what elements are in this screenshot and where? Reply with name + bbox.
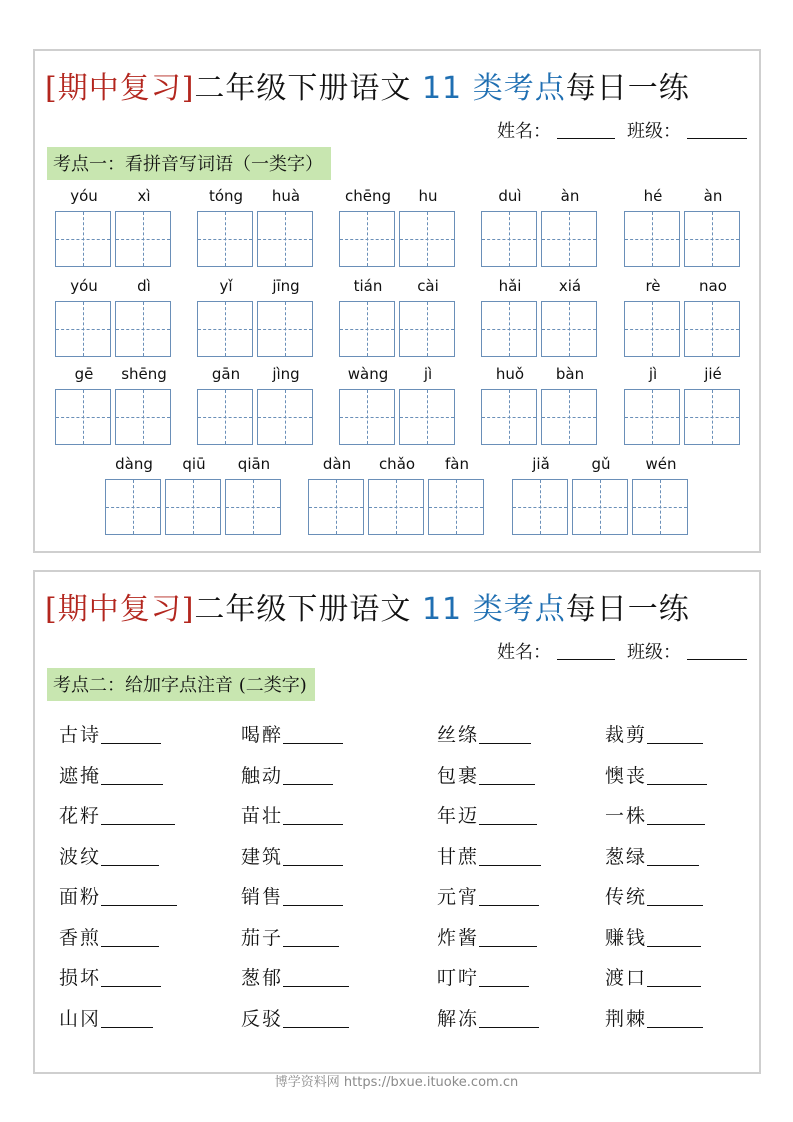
answer-blank[interactable] [101,1009,153,1028]
pinyin-row [35,277,759,367]
tianzige-box[interactable] [55,211,111,267]
word-item [437,761,535,788]
answer-blank[interactable] [283,887,343,906]
answer-blank[interactable] [101,928,159,947]
pinyin-label: yóu [70,187,98,205]
pinyin-label: jīng [272,277,300,295]
pinyin-label: àn [703,187,723,205]
answer-blank[interactable] [101,766,163,785]
tianzige-box[interactable] [481,389,537,445]
word-text: 葱绿 [605,845,648,868]
word-item [437,801,537,828]
pinyin-label: chēng [344,187,391,205]
pinyin-label: hé [643,187,663,205]
pinyin-label: jié [704,365,722,383]
word-item [241,842,343,869]
answer-blank[interactable] [479,725,531,744]
word-text: 丝绦 [437,724,480,746]
pinyin-label: chǎo [378,455,416,473]
tianzige-box[interactable] [541,301,597,357]
word-text: 年迈 [437,805,480,827]
word-text: 苗壮 [241,805,284,827]
answer-blank[interactable] [647,806,705,825]
word-item [241,923,339,950]
title-main: 二年级下册语文 [194,592,412,627]
word-item [241,963,349,990]
class-label: 班级： [627,121,681,142]
answer-blank[interactable] [647,847,699,866]
pinyin-label: àn [560,187,580,205]
word-text: 古诗 [59,724,102,746]
tianzige-box[interactable] [115,389,171,445]
word-item [437,882,539,909]
title-tag: [期中复习] [45,592,195,627]
class-blank[interactable] [687,120,747,139]
tianzige-box[interactable] [399,389,455,445]
pinyin-label: gǔ [591,455,611,473]
title-number: 11 [421,71,463,106]
word-item [241,761,333,788]
name-blank[interactable] [557,120,615,139]
tianzige-box[interactable] [632,479,688,535]
section2-heading: 考点二：给加字点注音 (二类字) [47,668,315,701]
tianzige-box[interactable] [308,479,364,535]
word-text: 懊丧 [605,764,648,787]
pinyin-label: qiān [237,455,271,473]
word-text: 荆棘 [605,1007,648,1030]
pinyin-label: wén [645,455,677,473]
tianzige-box[interactable] [115,301,171,357]
word-item [59,720,161,747]
pinyin-label: tóng [208,187,244,205]
pinyin-label: gān [211,365,241,383]
word-item [437,1004,539,1031]
name-label: 姓名： [497,642,551,663]
title-main: 二年级下册语文 [194,71,412,106]
worksheet-card-2 [33,570,761,1074]
pinyin-label: jì [423,365,433,383]
tianzige-box[interactable] [368,479,424,535]
word-item [241,801,343,828]
pinyin-label: duì [498,187,522,205]
answer-blank[interactable] [283,806,343,825]
answer-blank[interactable] [647,766,707,785]
answer-blank[interactable] [283,725,343,744]
tianzige-box[interactable] [481,211,537,267]
pinyin-label: nao [699,277,727,295]
tianzige-box[interactable] [624,389,680,445]
tianzige-box[interactable] [428,479,484,535]
word-item [59,923,159,950]
tianzige-box[interactable] [684,211,740,267]
answer-blank[interactable] [479,1009,539,1028]
name-class-row [497,117,747,143]
tianzige-box[interactable] [257,389,313,445]
pinyin-label: shēng [121,365,167,383]
pinyin-label: hu [418,187,438,205]
name-class-row-2 [497,638,747,664]
word-text: 一株 [605,805,648,827]
word-item [241,1004,349,1031]
word-item [605,761,707,788]
word-text: 茄子 [241,926,284,949]
answer-blank[interactable] [283,1009,349,1028]
pinyin-label: jì [648,365,658,383]
pinyin-label: fàn [445,455,469,473]
pinyin-label: huà [271,187,301,205]
word-item [605,720,703,747]
word-text: 波纹 [59,845,102,868]
word-item [437,963,529,990]
word-item [605,842,699,869]
word-text: 建筑 [241,845,284,868]
answer-blank[interactable] [647,928,701,947]
answer-blank[interactable] [101,806,175,825]
name-blank[interactable] [557,641,615,660]
answer-blank[interactable] [101,847,159,866]
tianzige-box[interactable] [55,389,111,445]
pinyin-label: qiū [182,455,206,473]
pinyin-label: dàn [322,455,352,473]
answer-blank[interactable] [647,887,703,906]
pinyin-label: wàng [347,365,389,383]
pinyin-label: yóu [70,277,98,295]
pinyin-label: xiá [558,277,582,295]
answer-blank[interactable] [101,725,161,744]
answer-blank[interactable] [479,847,541,866]
tianzige-box[interactable] [339,301,395,357]
word-item [241,720,343,747]
pinyin-row [35,365,759,455]
word-text: 炸酱 [437,926,480,949]
title-number: 11 [421,592,463,627]
word-text: 赚钱 [605,926,648,949]
word-text: 面粉 [59,886,102,908]
word-text: 喝醉 [241,724,284,746]
title-tail: 每日一练 [565,71,690,106]
footer-watermark: 博学资料网 https://bxue.ituoke.com.cn [274,1075,519,1090]
word-item [437,923,537,950]
word-text: 渡口 [605,967,648,989]
pinyin-label: huǒ [495,365,525,383]
word-item [605,882,703,909]
word-item [605,1004,703,1031]
word-item [437,720,531,747]
word-item [605,801,705,828]
word-text: 葱郁 [241,967,284,989]
answer-blank[interactable] [479,766,535,785]
title-tail: 每日一练 [565,592,690,627]
pinyin-row [35,455,759,545]
word-item [59,1004,153,1031]
word-item [59,963,161,990]
pinyin-label: yǐ [219,277,233,295]
pinyin-label: jìng [272,365,300,383]
word-item [59,882,177,909]
answer-blank[interactable] [647,968,701,987]
tianzige-box[interactable] [197,211,253,267]
answer-blank[interactable] [647,1009,703,1028]
answer-blank[interactable] [283,847,343,866]
worksheet-title [45,63,690,107]
word-text: 甘蔗 [437,845,480,868]
tianzige-box[interactable] [399,211,455,267]
answer-blank[interactable] [101,968,161,987]
class-label: 班级： [627,642,681,663]
tianzige-box[interactable] [55,301,111,357]
word-item [437,842,541,869]
tianzige-box[interactable] [115,211,171,267]
tianzige-box[interactable] [197,301,253,357]
word-item [605,963,701,990]
title-highlight: 类考点 [472,71,566,106]
class-blank[interactable] [687,641,747,660]
word-item [241,882,343,909]
pinyin-label: gē [74,365,94,383]
word-item [605,923,701,950]
word-item [59,761,163,788]
pinyin-label: hǎi [498,277,522,295]
tianzige-box[interactable] [339,211,395,267]
answer-blank[interactable] [647,725,703,744]
answer-blank[interactable] [479,968,529,987]
title-highlight: 类考点 [472,592,566,627]
answer-blank[interactable] [283,766,333,785]
word-item [59,801,175,828]
word-text: 损坏 [59,967,102,989]
tianzige-box[interactable] [105,479,161,535]
tianzige-box[interactable] [399,301,455,357]
word-text: 叮咛 [437,967,480,989]
pinyin-label: jiǎ [532,455,550,473]
tianzige-box[interactable] [541,389,597,445]
word-item [59,842,159,869]
worksheet-card-1 [33,49,761,553]
pinyin-label: dàng [115,455,153,473]
word-text: 销售 [241,886,284,908]
tianzige-box[interactable] [572,479,628,535]
tianzige-box[interactable] [684,301,740,357]
tianzige-box[interactable] [257,211,313,267]
word-text: 遮掩 [59,764,102,787]
tianzige-box[interactable] [624,301,680,357]
word-text: 花籽 [59,805,102,827]
tianzige-box[interactable] [339,389,395,445]
answer-blank[interactable] [479,928,537,947]
pinyin-label: cài [417,277,439,295]
section1-heading: 考点一：看拼音写词语（一类字） [47,147,331,180]
word-text: 反驳 [241,1007,284,1030]
pinyin-label: dì [137,277,151,295]
word-text: 传统 [605,886,648,908]
tianzige-box[interactable] [512,479,568,535]
answer-blank[interactable] [479,887,539,906]
word-text: 裁剪 [605,724,648,746]
word-text: 触动 [241,764,284,787]
word-text: 山冈 [59,1007,102,1030]
tianzige-box[interactable] [165,479,221,535]
tianzige-box[interactable] [624,211,680,267]
word-text: 香煎 [59,926,102,949]
pinyin-label: rè [645,277,661,295]
answer-blank[interactable] [283,968,349,987]
tianzige-box[interactable] [541,211,597,267]
pinyin-row [35,187,759,277]
name-label: 姓名： [497,121,551,142]
word-text: 包裹 [437,764,480,787]
worksheet-title-2 [45,584,690,628]
tianzige-box[interactable] [481,301,537,357]
tianzige-box[interactable] [197,389,253,445]
title-tag: [期中复习] [45,71,195,106]
tianzige-box[interactable] [257,301,313,357]
word-text: 元宵 [437,886,480,908]
pinyin-label: xì [137,187,151,205]
tianzige-box[interactable] [225,479,281,535]
answer-blank[interactable] [101,887,177,906]
answer-blank[interactable] [283,928,339,947]
word-text: 解冻 [437,1007,480,1030]
pinyin-label: bàn [555,365,585,383]
tianzige-box[interactable] [684,389,740,445]
pinyin-label: tián [353,277,383,295]
answer-blank[interactable] [479,806,537,825]
